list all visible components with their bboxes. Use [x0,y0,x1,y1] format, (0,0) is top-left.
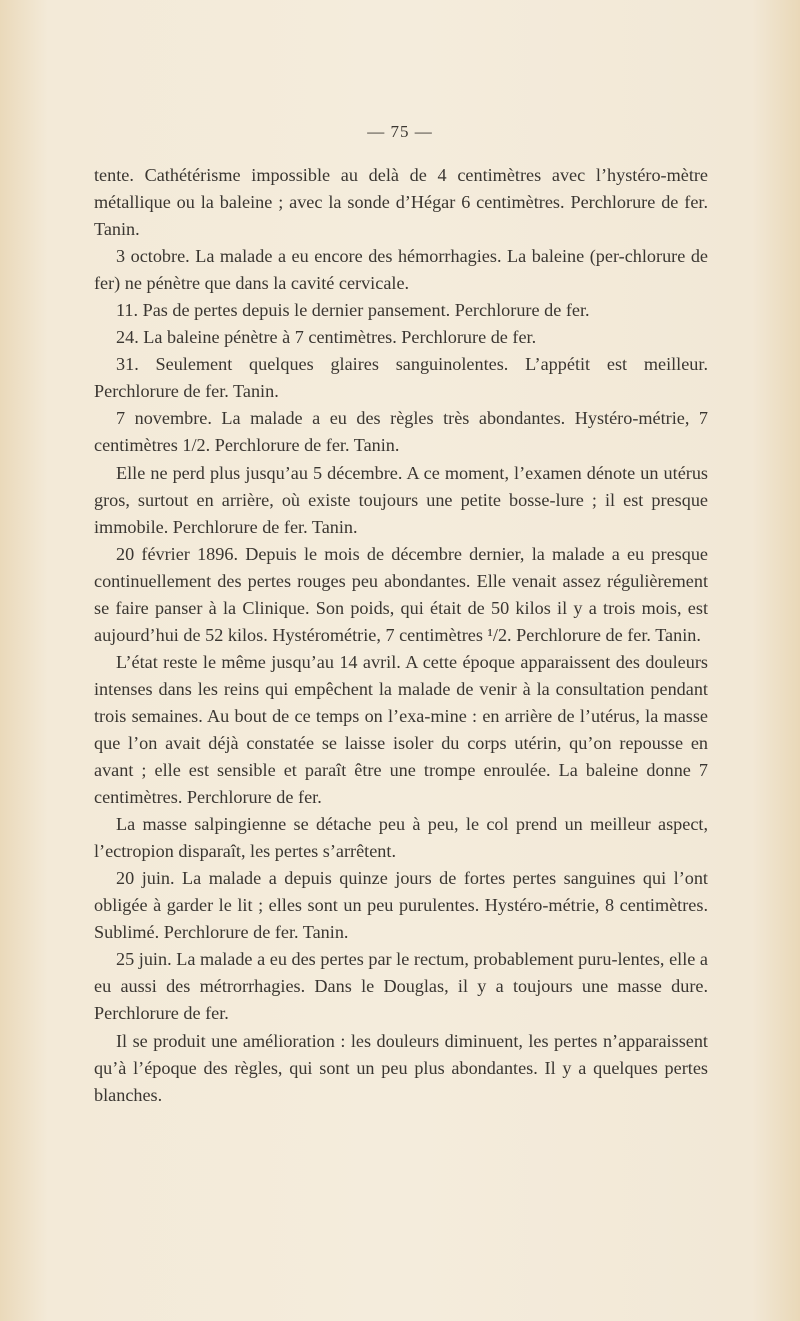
body-text [94,162,708,1109]
paragraph-1: tente. Cathétérisme impossible au delà de 4 centimètres avec l’hystéro-mètre métallique ou la baleine ; avec la sonde d’Hégar 6 centimètres. Perchlorure de fer. Tanin. [94,165,708,240]
paragraph-13: Il se produit une amélioration : les douleurs diminuent, les pertes n’apparaissent qu’à l’époque des règles, qui sont un peu plus abondantes. Il y a quelques pertes blanches. [94,1030,708,1105]
page-number: — 75 — [367,122,433,141]
paragraph-8: 20 février 1896. Depuis le mois de décembre dernier, la malade a eu presque continuellement des pertes rouges peu abondantes. Elle venait assez régulièrement se faire panser à la Clinique. Son poids, qui était de 50 kilos il y a trois mois, est aujourd’hui de 52 kilos. Hystérométrie, 7 centimètres ¹/2. Perchlorure de fer. Tanin. [94,543,708,645]
paragraph-10: La masse salpingienne se détache peu à peu, le col prend un meilleur aspect, l’ectropion disparaît, les pertes s’arrêtent. [94,814,708,862]
paragraph-9: L’état reste le même jusqu’au 14 avril. A cette époque apparaissent des douleurs intenses dans les reins qui empêchent la malade de venir à la consultation pendant trois semaines. Au bout de ce temps on l’exa-mine : en arrière de l’utérus, la masse que l’on avait déjà constatée se laisse isoler du corps utérin, qu’on repousse en avant ; elle est sensible et paraît être une trompe enroulée. La baleine donne 7 centimètres. Perchlorure de fer. [94,651,708,808]
paragraph-5: 31. Seulement quelques glaires sanguinolentes. L’appétit est meilleur. Perchlorure de fer. Tanin. [94,354,708,402]
paragraph-2: 3 octobre. La malade a eu encore des hémorrhagies. La baleine (per-chlorure de fer) ne pénètre que dans la cavité cervicale. [94,246,708,294]
paragraph-11: 20 juin. La malade a depuis quinze jours de fortes pertes sanguines qui l’ont obligée à garder le lit ; elles sont un peu purulentes. Hystéro-métrie, 8 centimètres. Sublimé. Perchlorure de fer. Tanin. [94,868,708,943]
paragraph-6: 7 novembre. La malade a eu des règles très abondantes. Hystéro-métrie, 7 centimètres 1/2. Perchlorure de fer. Tanin. [94,408,708,456]
paragraph-3: 11. Pas de pertes depuis le dernier pansement. Perchlorure de fer. [116,300,590,321]
paragraph-4: 24. La baleine pénètre à 7 centimètres. Perchlorure de fer. [116,327,537,348]
paragraph-12: 25 juin. La malade a eu des pertes par le rectum, probablement puru-lentes, elle a eu aussi des métrorrhagies. Dans le Douglas, il y a toujours une masse dure. Perchlorure de fer. [94,949,708,1024]
paragraph-7: Elle ne perd plus jusqu’au 5 décembre. A ce moment, l’examen dénote un utérus gros, surtout en arrière, où existe toujours une petite bosse-lure ; il est presque immobile. Perchlorure de fer. Tanin. [94,462,708,537]
